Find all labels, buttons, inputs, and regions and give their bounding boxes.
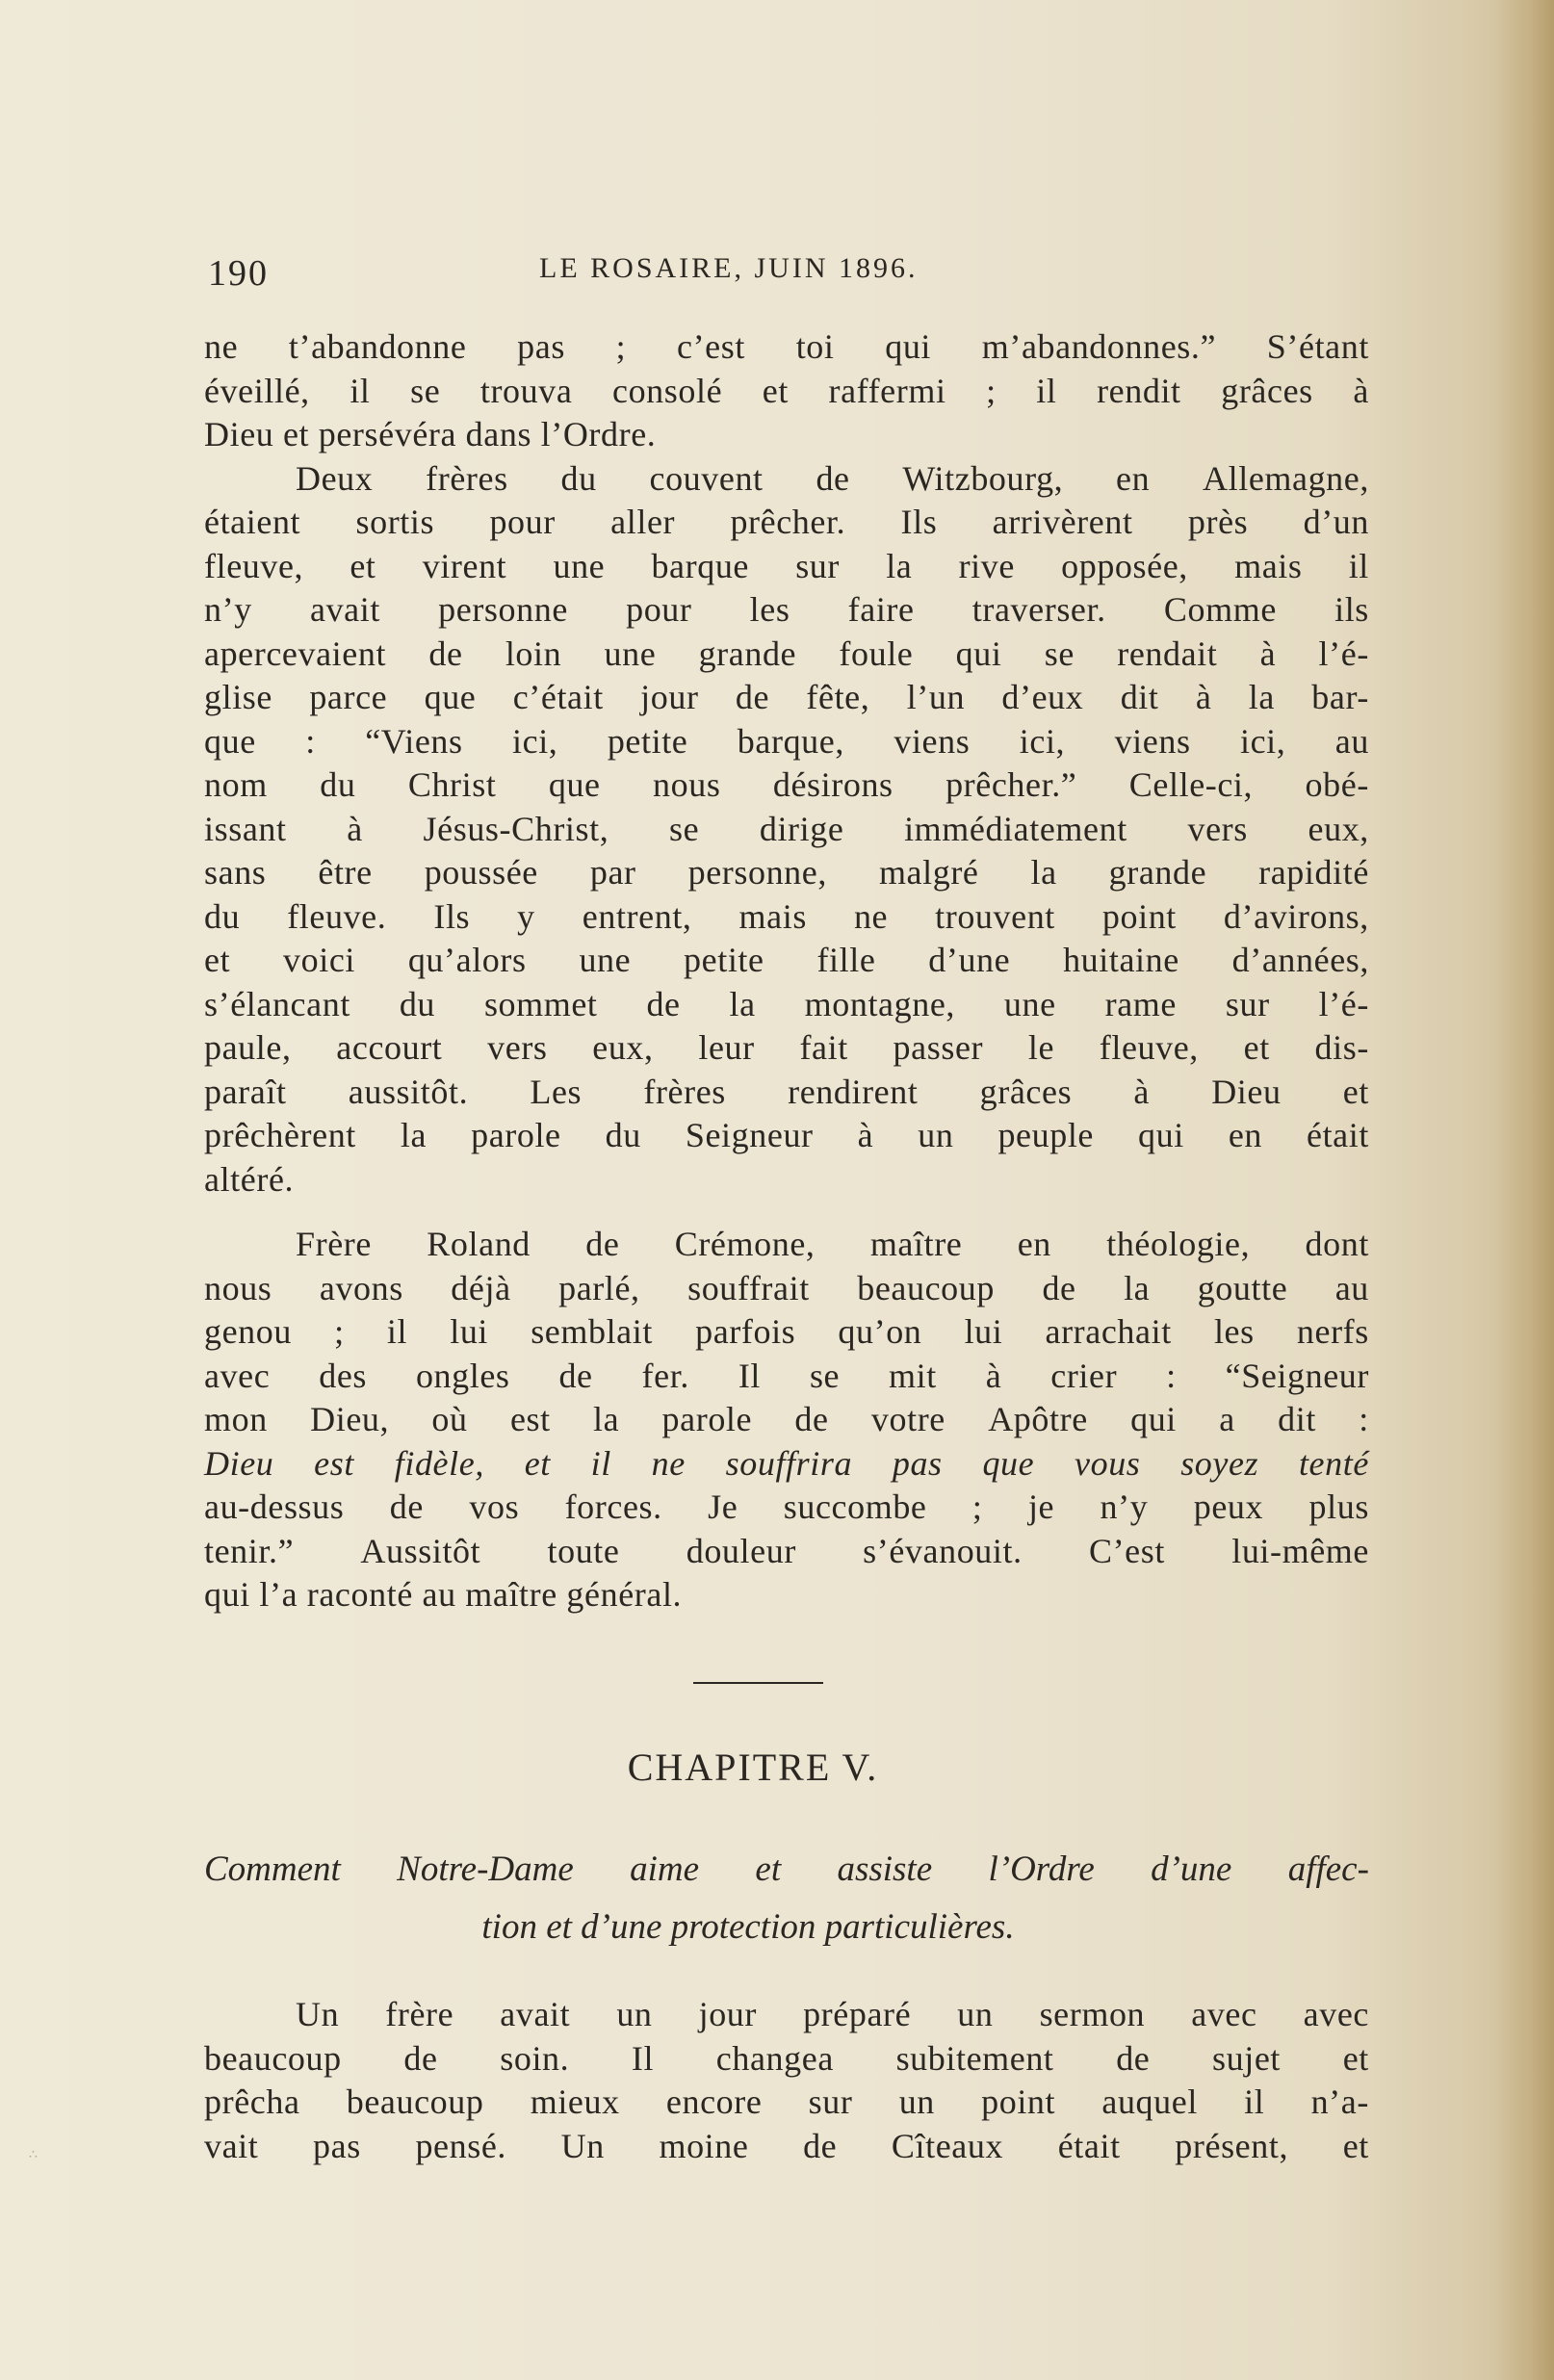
text-line: que : “Viens ici, petite barque, viens ici, viens ici, au xyxy=(204,721,1369,761)
journal-title: LE ROSAIRE, JUIN 1896. xyxy=(539,252,919,284)
text-line: altéré. xyxy=(204,1159,295,1199)
text-line: s’élancant du sommet de la montagne, une rame sur l’é- xyxy=(204,984,1369,1023)
text-line: étaient sortis pour aller prêcher. Ils arrivèrent près d’un xyxy=(204,503,1369,541)
text-line: issant à Jésus-Christ, se dirige immédiatement vers eux, xyxy=(204,809,1369,848)
paper-mark: ∴ xyxy=(29,2148,38,2162)
paragraph xyxy=(204,457,1369,1203)
italic-quote-line: Dieu est fidèle, et il ne souffrira pas que vous soyez tenté xyxy=(204,1443,1369,1483)
text-line: vait pas pensé. Un moine de Cîteaux était présent, et xyxy=(204,2126,1369,2165)
text-line: nom du Christ que nous désirons prêcher.” Celle-ci, obé- xyxy=(204,765,1369,804)
text-line: prêchèrent la parole du Seigneur à un peuple qui en était xyxy=(204,1116,1369,1154)
section-divider xyxy=(693,1682,823,1684)
paragraph-gap xyxy=(204,1202,1369,1223)
text-line: paule, accourt vers eux, leur fait passer le fleuve, et dis- xyxy=(204,1028,1369,1067)
text-line: au-dessus de vos forces. Je succombe ; je n’y peux plus xyxy=(204,1488,1369,1526)
text-line: glise parce que c’était jour de fête, l’un d’eux dit à la bar- xyxy=(204,678,1369,716)
chapter-subtitle-line: tion et d’une protection particulières. xyxy=(481,1907,1015,1947)
text-line: sans être poussée par personne, malgré la grande rapidité xyxy=(204,853,1369,892)
text-line: Frère Roland de Crémone, maître en théologie, dont xyxy=(296,1225,1369,1263)
body-text xyxy=(204,325,1369,1617)
text-line: mon Dieu, où est la parole de votre Apôtre qui a dit : xyxy=(204,1400,1369,1438)
paragraph xyxy=(204,1993,1369,2168)
text-line: genou ; il lui semblait parfois qu’on lui arrachait les nerfs xyxy=(204,1312,1369,1351)
text-line: Deux frères du couvent de Witzbourg, en Allemagne, xyxy=(296,458,1369,498)
text-line: Un frère avait un jour préparé un sermon avec avec xyxy=(296,1995,1369,2033)
text-line: avec des ongles de fer. Il se mit à crier : “Seigneur xyxy=(204,1356,1369,1395)
text-line: qui l’a raconté au maître général. xyxy=(204,1575,683,1614)
text-line: tenir.” Aussitôt toute douleur s’évanouit. C’est lui-même xyxy=(204,1531,1369,1570)
text-line: éveillé, il se trouva consolé et raffermi ; il rendit grâces à xyxy=(204,371,1369,410)
page-number: 190 xyxy=(208,253,269,294)
chapter-subtitle-line: Comment Notre-Dame aime et assiste l’Ordre d’une affec- xyxy=(204,1850,1369,1889)
paragraph xyxy=(204,1223,1369,1617)
paragraph xyxy=(204,325,1369,457)
text-line: nous avons déjà parlé, souffrait beaucoup de la goutte au xyxy=(204,1268,1369,1307)
text-line: du fleuve. Ils y entrent, mais ne trouvent point d’avirons, xyxy=(204,896,1369,936)
text-line: fleuve, et virent une barque sur la rive opposée, mais il xyxy=(204,546,1369,585)
chapter-title: CHAPITRE V. xyxy=(627,1746,879,1789)
running-head xyxy=(202,252,1386,300)
text-line: beaucoup de soin. Il changea subitement de sujet et xyxy=(204,2038,1369,2078)
text-line: et voici qu’alors une petite fille d’une huitaine d’années, xyxy=(204,941,1369,979)
text-line: prêcha beaucoup mieux encore sur un point auquel il n’a- xyxy=(204,2082,1369,2121)
page-edge-shading xyxy=(1496,0,1554,2380)
text-line: n’y avait personne pour les faire traverser. Comme ils xyxy=(204,590,1369,629)
chapter-subtitle xyxy=(204,1841,1369,1956)
text-line: ne t’abandonne pas ; c’est toi qui m’abandonnes.” S’étant xyxy=(204,327,1369,366)
text-line: Dieu et persévéra dans l’Ordre. xyxy=(204,415,657,453)
text-line: paraît aussitôt. Les frères rendirent grâces à Dieu et xyxy=(204,1072,1369,1111)
text-line: apercevaient de loin une grande foule qui se rendait à l’é- xyxy=(204,634,1369,673)
